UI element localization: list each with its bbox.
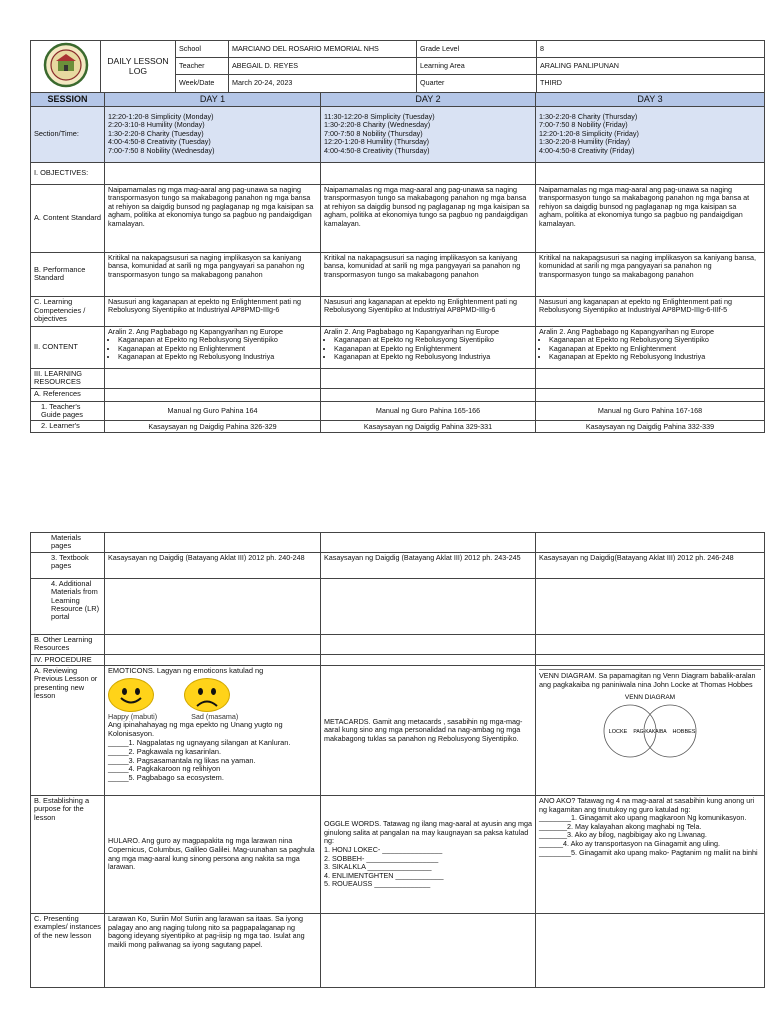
content-bullet: • Kaganapan at Epekto ng Rebolusyong Siyentipiko — [334, 336, 532, 345]
schedule-line: 7:00-7:50 8 Nobility (Wednesday) — [108, 145, 215, 155]
content-bullet: • Kaganapan at Epekto ng Enlightenment — [334, 345, 532, 354]
ano-ako-item: ________5. Ginagamit ako upang mako- Pagtanim ng maliit na binhi — [539, 847, 758, 857]
content-title: Aralin 2. Ang Pagbabago ng Kapangyarihan ng Europe — [108, 326, 284, 336]
presenting-day1: Larawan Ko, Suriin Mo! Suriin ang larawan sa itaas. Sa iyong palagay ano ang naging tulong nito sa pagpapalaganap ng bagong ideyang siyentipiko at pag-iisip ng mga tao. Isulat ang maikli mong paliwanag sa iyong sagutang papel. — [105, 914, 321, 988]
learners-day3: Kasaysayan ng Daigdig Pahina 332-339 — [536, 421, 765, 433]
emoticons-item: _____5. Pagbabago sa ecosystem. — [108, 773, 224, 783]
schedule-line: 1:30-2:20-8 Charity (Tuesday) — [108, 128, 204, 138]
competencies-day1: Nasusuri ang kaganapan at epekto ng Enlightenment pati ng Rebolusyong Siyentipiko at Industriyal AP8PMD-IIIg-6 — [105, 296, 321, 326]
page-1 — [30, 40, 764, 433]
schedule-line: 1:30-2:20-8 Charity (Wednesday) — [324, 120, 431, 130]
schedule-line: 12:20-1:20-8 Humility (Thursday) — [324, 137, 430, 147]
schedule-line: 7:00-7:50 8 Nobility (Friday) — [539, 120, 628, 130]
references-label: A. References — [31, 388, 105, 401]
quarter-label: Quarter — [417, 75, 537, 92]
resources-label: III. LEARNING RESOURCES — [31, 368, 105, 388]
performance-standard-label: B. Performance Standard — [31, 252, 105, 296]
oggle-item: 4. ENLIMENTGHTEN ____________ — [324, 870, 444, 880]
content-title: Aralin 2. Ang Pagbabago ng Kapangyarihan ng Europe — [324, 326, 500, 336]
emoticons-item: _____2. Pagkawala ng kasarinlan. — [108, 746, 221, 756]
learners-label: 2. Learner's — [31, 421, 105, 433]
grade-label: Grade Level — [417, 41, 537, 58]
content-bullet: • Kaganapan at Epekto ng Rebolusyong Siyentipiko — [549, 336, 761, 345]
week-value: March 20-24, 2023 — [229, 75, 417, 92]
textbook-label: 3. Textbook pages — [31, 552, 105, 578]
content-title: Aralin 2. Ang Pagbabago ng Kapangyarihan ng Europe — [539, 326, 715, 336]
content-label: II. CONTENT — [31, 326, 105, 368]
schedule-line: 7:00-7:50 8 Nobility (Thursday) — [324, 128, 423, 138]
oggle-item: 2. SOBBEH- __________________ — [324, 853, 439, 863]
competencies-day2: Nasusuri ang kaganapan at epekto ng Enlightenment pati ng Rebolusyong Siyentipiko at Industriyal AP8PMD-IIIg-6 — [321, 296, 536, 326]
teachers-guide-day1: Manual ng Guro Pahina 164 — [105, 401, 321, 421]
schedule-line: 1:30-2:20-8 Humility (Friday) — [539, 137, 631, 147]
content-bullet: • Kaganapan at Epekto ng Rebolusyong Industriya — [334, 353, 532, 362]
day2-header: DAY 2 — [321, 92, 536, 106]
other-resources-label: B. Other Learning Resources — [31, 634, 105, 654]
content-bullet: • Kaganapan at Epekto ng Rebolusyong Industriya — [118, 353, 317, 362]
procedure-label: IV. PROCEDURE — [31, 654, 105, 665]
section-time-day3 — [536, 106, 765, 162]
performance-standard-day1: Kritikal na nakapagsusuri sa naging implikasyon sa kaniyang bansa, komunidad at sarili ng mga pangyayari sa panahon ng transpormasyon tungo sa makabagong panahon — [105, 252, 321, 296]
teacher-label: Teacher — [176, 58, 229, 75]
reviewing-day3 — [536, 666, 765, 796]
additional-label: 4. Additional Materials from Learning Resource (LR) portal — [31, 578, 105, 634]
grade-value: 8 — [537, 41, 765, 58]
venn-diagram — [552, 691, 748, 759]
content-day3 — [536, 326, 765, 368]
header-table — [30, 40, 765, 93]
ano-ako-item: ________1. Ginagamit ako upang magkaroon Ng komunikasyon. — [539, 813, 747, 823]
venn-mid-label: PAG-KAKAIBA — [633, 729, 667, 736]
day1-header: DAY 1 — [105, 92, 321, 106]
purpose-day2 — [321, 796, 536, 914]
ano-ako-item: _______3. Ako ay bilog, nagbibigay ako ng Liwanag. — [539, 830, 707, 840]
content-bullet: • Kaganapan at Epekto ng Enlightenment — [549, 345, 761, 354]
ano-ako-item: _______2. May kalayahan akong maghabi ng Tela. — [539, 821, 702, 831]
content-day1 — [105, 326, 321, 368]
week-label: Week/Date — [176, 75, 229, 92]
sad-caption: Sad (masama) — [191, 711, 239, 721]
learners-label-cont: Materials pages — [31, 533, 105, 553]
performance-standard-day3: Kritikal na nakapagsusuri sa naging implikasyon sa kaniyang bansa, komunidad at sarili ng mga pangyayari sa panahon ng transpormasyon tungo sa makabagong panahon — [536, 252, 765, 296]
venn-right-label: HOBBES — [672, 729, 696, 736]
session-label: SESSION — [31, 92, 105, 106]
content-bullet: • Kaganapan at Epekto ng Rebolusyong Industriya — [549, 353, 761, 362]
day3-header: DAY 3 — [536, 92, 765, 106]
competencies-day3: Nasusuri ang kaganapan at epekto ng Enlightenment pati ng Rebolusyong Siyentipiko at Industriyal AP8PMD-IIIg-6-IIIf-5 — [536, 296, 765, 326]
oggle-item: 5. ROUEAUSS ______________ — [324, 879, 431, 889]
happy-caption: Happy (mabuti) — [108, 711, 158, 721]
emoticons-title: EMOTICONS. Lagyan ng emoticons katulad ng — [108, 666, 264, 676]
quarter-value: THIRD — [537, 75, 765, 92]
area-label: Learning Area — [417, 58, 537, 75]
textbook-day3: Kasaysayan ng Daigdig(Batayang Aklat III) 2012 ph. 246-248 — [536, 552, 765, 578]
venn-left-label: LOCKE — [608, 729, 628, 736]
schedule-line: 4:00-4:50-8 Creativity (Friday) — [539, 145, 635, 155]
reviewing-day1 — [105, 666, 321, 796]
textbook-day1: Kasaysayan ng Daigdig (Batayang Aklat III) 2012 ph. 240-248 — [105, 552, 321, 578]
presenting-label: C. Presenting examples/ instances of the new lesson — [31, 914, 105, 988]
schedule-line: 1:30-2:20-8 Charity (Thursday) — [539, 111, 638, 121]
school-logo-icon — [41, 42, 91, 88]
log-table-page1 — [30, 92, 765, 434]
objectives-label: I. OBJECTIVES: — [31, 162, 105, 184]
learners-day2: Kasaysayan ng Daigdig Pahina 329-331 — [321, 421, 536, 433]
emoticons-item: _____4. Pagkakaroon ng relihiyon — [108, 764, 221, 774]
learners-day1: Kasaysayan ng Daigdig Pahina 326-329 — [105, 421, 321, 433]
schedule-line: 4:00-4:50-8 Creativity (Tuesday) — [108, 137, 211, 147]
doc-title: DAILY LESSON LOG — [101, 41, 176, 93]
page-2 — [30, 532, 764, 988]
teachers-guide-day2: Manual ng Guro Pahina 165-166 — [321, 401, 536, 421]
teachers-guide-label: 1. Teacher's Guide pages — [31, 401, 105, 421]
ano-ako-title: ANO AKO? Tatawag ng 4 na mag-aaral at sasabihin kung anong uri ng kagamitan ang tinutukoy ng guro katulad ng: — [539, 796, 755, 814]
content-day2 — [321, 326, 536, 368]
oggle-item: 1. HONJ LOKEC- _______________ — [324, 844, 443, 854]
content-standard-day1: Naipamamalas ng mga mag-aaral ang pag-unawa sa naging transpormasyon tungo sa makabagong panahon ng mga bansa at rehiyon sa daigdig bunsod ng paglaganap ng mga kaisipan sa agham, politika at ekonomiya tungo sa pagbuo ng pandaigdigan kamalayan. — [105, 184, 321, 252]
teacher-value: ABEGAIL D. REYES — [229, 58, 417, 75]
happy-face-icon — [108, 678, 154, 712]
reviewing-label: A. Reviewing Previous Lesson or presenting new lesson — [31, 666, 105, 796]
sad-face-icon — [184, 678, 230, 712]
school-value: MARCIANO DEL ROSARIO MEMORIAL NHS — [229, 41, 417, 58]
purpose-day3 — [536, 796, 765, 914]
content-standard-label: A. Content Standard — [31, 184, 105, 252]
content-standard-day2: Naipamamalas ng mga mag-aaral ang pag-unawa sa naging transpormasyon tungo sa makabagong panahon ng mga bansa at rehiyon sa daigdig bunsod ng paglaganap ng mga kaisipan sa agham, politika at ekonomiya tungo sa pagbuo ng pandaigdigan kamalayan. — [321, 184, 536, 252]
schedule-line: 2:20-3:10-8 Humility (Monday) — [108, 120, 205, 130]
venn-instruction: VENN DIAGRAM. Sa papamagitan ng Venn Diagram babalik-aralan ang pagkakaiba ng paniniwala nina John Locke at Thomas Hobbes — [539, 671, 756, 689]
schedule-line: 11:30-12:20-8 Simplicity (Tuesday) — [324, 111, 435, 121]
content-bullet: • Kaganapan at Epekto ng Rebolusyong Siyentipiko — [118, 336, 317, 345]
teachers-guide-day3: Manual ng Guro Pahina 167-168 — [536, 401, 765, 421]
area-value: ARALING PANLIPUNAN — [537, 58, 765, 75]
schedule-line: 12:20-1:20-8 Simplicity (Monday) — [108, 111, 214, 121]
purpose-label: B. Establishing a purpose for the lesson — [31, 796, 105, 914]
oggle-title: OGGLE WORDS. Tatawag ng ilang mag-aaral at ayusin ang mga ginulong salita at pangalan na may kaugnayan sa paksa katulad ng: — [324, 819, 533, 846]
textbook-day2: Kasaysayan ng Daigdig (Batayang Aklat III) 2012 ph. 243-245 — [321, 552, 536, 578]
ano-ako-item: ______4. Ako ay transportasyon na Ginagamit ang uling. — [539, 839, 721, 848]
content-bullet: • Kaganapan at Epekto ng Enlightenment — [118, 345, 317, 354]
school-label: School — [176, 41, 229, 58]
performance-standard-day2: Kritikal na nakapagsusuri sa naging implikasyon sa kaniyang bansa, komunidad at sarili ng mga pangyayari sa panahon ng transpormasyon tungo sa makabagong panahon — [321, 252, 536, 296]
schedule-line: 4:00-4:50-8 Creativity (Thursday) — [324, 145, 430, 155]
competencies-label: C. Learning Competencies / objectives — [31, 296, 105, 326]
venn-title: VENN DIAGRAM — [624, 694, 676, 702]
purpose-day1: HULARO. Ang guro ay magpapakita ng mga larawan nina Copernicus, Columbus, Galileo Galilei. Mag-uunahan sa paghula ang mga mag-aaral kung sinong persona ang nakita sa mga larawan. — [105, 796, 321, 914]
section-time-day1 — [105, 106, 321, 162]
log-table-page2 — [30, 532, 765, 988]
reviewing-day2: METACARDS. Gamit ang metacards , sasabihin ng mga-mag-aaral kung sino ang mga personalidad na nag-ambag ng mga makabagong tuklas sa panahon ng Rebolusyong Siyentipiko. — [321, 666, 536, 796]
oggle-item: 3. SIKALKLA ________________ — [324, 862, 432, 872]
schedule-line: 12:20-1:20-8 Simplicity (Friday) — [539, 128, 639, 138]
content-standard-day3: Naipamamalas ng mga mag-aaral ang pag-unawa sa naging transpormasyon tungo sa makabagong panahon ng mga bansa at rehiyon sa daigdig bunsod ng paglaganap ng mga kaisipan sa agham, politika at ekonomiya tungo sa pagbuo ng pandaigdigan kamalayan. — [536, 184, 765, 252]
section-time-label: Section/Time: — [31, 106, 105, 162]
logo-cell — [31, 41, 101, 93]
section-time-day2 — [321, 106, 536, 162]
emoticons-item: _____3. Pagsasamantala ng likas na yaman. — [108, 755, 256, 765]
emoticons-item: _____1. Nagpalatas ng ugnayang silangan at Kanluran. — [108, 738, 291, 748]
emoticons-instruction: Ang ipinahahayag ng mga epekto ng Unang yugto ng Kolonisasyon. — [108, 720, 283, 739]
